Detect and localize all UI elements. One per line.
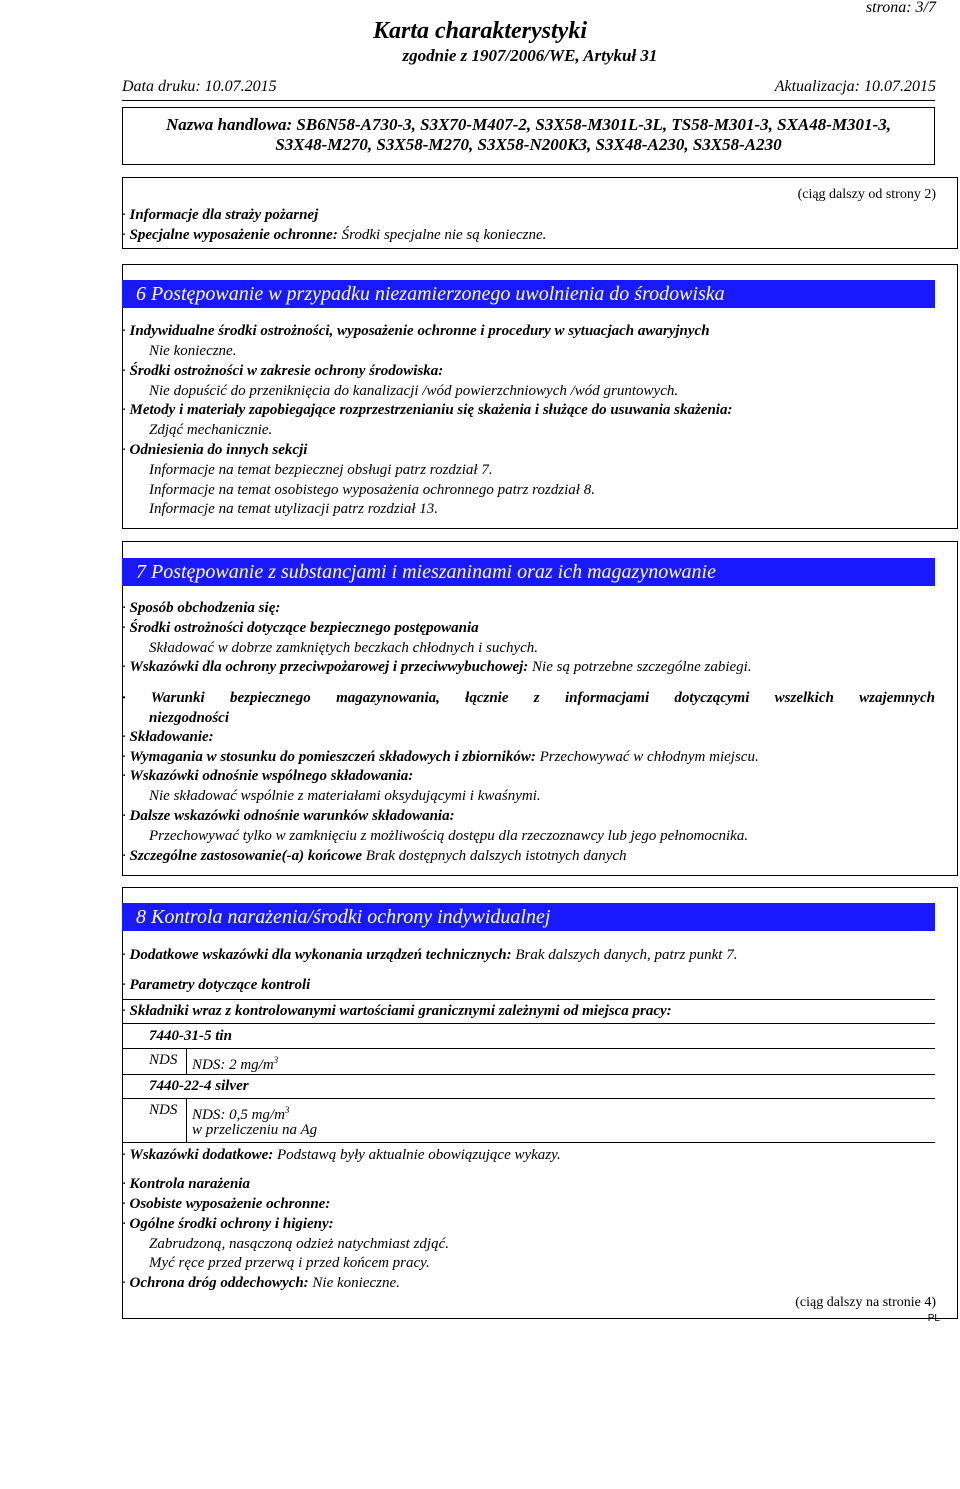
- sec7-line-11: Przechowywać tylko w zamknięciu z możliwością dostępu dla rzeczoznawcy lub jego pełnomocnika.: [149, 828, 749, 844]
- sec7-line-5: · Warunki bezpiecznego magazynowania, łącznie z informacjami dotyczącymi wszelkich wzajemnych: [122, 690, 935, 706]
- trade-name-line-1: Nazwa handlowa: SB6N58-A730-3, S3X70-M407-2, S3X58-M301L-3L, TS58-M301-3, SXA48-M301-3,: [166, 115, 891, 134]
- section-8-title: 8 Kontrola narażenia/środki ochrony indywidualnej: [122, 903, 935, 931]
- sec6-line-4: Nie dopuścić do przeniknięcia do kanalizacji /wód powierzchniowych /wód gruntowych.: [149, 383, 679, 399]
- substance-2-name: 7440-22-4 silver: [149, 1078, 249, 1094]
- substance-1-type: NDS: [149, 1052, 178, 1068]
- sec7-line-2: · Środki ostrożności dotyczące bezpiecznego postępowania: [122, 620, 479, 636]
- sec8-line-2: · Parametry dotyczące kontroli: [122, 977, 311, 993]
- limits-rule-4: [122, 1074, 935, 1075]
- substance-2-type: NDS: [149, 1102, 178, 1118]
- language-code: PL: [927, 1313, 940, 1324]
- substance-2-value: NDS: 0,5 $mg/m^3$: [192, 1105, 290, 1123]
- document-subtitle: zgodnie z 1907/2006/WE, Artykuł 31: [402, 46, 658, 65]
- sec7-line-6: · Składowanie:: [122, 729, 214, 745]
- sec7-line-4: · Wskazówki dla ochrony przeciwpożarowej i przeciwwybuchowej: Nie są potrzebne szczególne zabiegi.: [122, 659, 752, 675]
- sec8-line-9: Myć ręce przed przerwą i przed końcem pracy.: [149, 1255, 430, 1271]
- substance-1-name: 7440-31-5 tin: [149, 1028, 232, 1044]
- sec8-line-1: · Dodatkowe wskazówki dla wykonania urządzeń technicznych: Brak dalszych danych, patrz punkt 7.: [122, 947, 738, 963]
- section-7-title: 7 Postępowanie z substancjami i mieszaninami oraz ich magazynowanie: [122, 558, 935, 586]
- header-rule: [122, 100, 935, 101]
- page-number: strona: 3/7: [865, 0, 936, 16]
- protective-equipment: · Specjalne wyposażenie ochronne: Środki specjalne nie są konieczne.: [122, 227, 547, 243]
- sec7-line-8: · Wskazówki odnośnie wspólnego składowania:: [122, 768, 414, 784]
- sec6-line-3: · Środki ostrożności w zakresie ochrony środowiska:: [122, 363, 444, 379]
- limits-col-divider-1: [186, 1048, 187, 1074]
- sec6-line-7: · Odniesienia do innych sekcji: [122, 442, 308, 458]
- sec6-line-1: · Indywidualne środki ostrożności, wyposażenie ochronne i procedury w sytuacjach awaryjnych: [122, 323, 710, 339]
- update-date: Aktualizacja: 10.07.2015: [774, 78, 936, 95]
- sec6-line-10: Informacje na temat utylizacji patrz rozdział 13.: [149, 501, 439, 517]
- fire-info: · Informacje dla straży pożarnej: [122, 207, 319, 223]
- sec7-line-10: · Dalsze wskazówki odnośnie warunków składowania:: [122, 808, 455, 824]
- sec7-line-5b: niezgodności: [149, 710, 230, 726]
- sec7-line-3: Składować w dobrze zamkniętych beczkach chłodnych i suchych.: [149, 640, 539, 656]
- print-date: Data druku: 10.07.2015: [122, 78, 277, 95]
- sec7-line-12: · Szczególne zastosowanie(-a) końcowe Brak dostępnych dalszych istotnych danych: [122, 848, 627, 864]
- trade-name-line-2: S3X48-M270, S3X58-M270, S3X58-N200K3, S3X48-A230, S3X58-A230: [275, 135, 782, 154]
- sec8-line-7: · Ogólne środki ochrony i higieny:: [122, 1216, 334, 1232]
- continued-to: (ciąg dalszy na stronie 4): [795, 1295, 936, 1310]
- sec8-line-3: · Składniki wraz z kontrolowanymi wartościami granicznymi zależnymi od miejsca pracy:: [122, 1003, 672, 1019]
- continued-from: (ciąg dalszy od strony 2): [797, 187, 936, 202]
- sec6-line-2: Nie konieczne.: [149, 343, 237, 359]
- sec6-line-5: · Metody i materiały zapobiegające rozprzestrzenianiu się skażenia i służące do usuwania skażenia:: [122, 402, 733, 418]
- sec7-line-1: · Sposób obchodzenia się:: [122, 600, 281, 616]
- substance-1-value: NDS: 2 $mg/m^3$: [192, 1055, 279, 1073]
- sec8-line-10: · Ochrona dróg oddechowych: Nie konieczne.: [122, 1275, 400, 1291]
- limits-rule-5: [122, 1098, 935, 1099]
- limits-rule-2: [122, 1023, 935, 1024]
- sec8-line-5: · Kontrola narażenia: [122, 1176, 250, 1192]
- sec8-line-4: · Wskazówki dodatkowe: Podstawą były aktualnie obowiązujące wykazy.: [122, 1147, 561, 1163]
- sec8-line-8: Zabrudzoną, nasączoną odzież natychmiast zdjąć.: [149, 1236, 449, 1252]
- sec6-line-8: Informacje na temat bezpiecznej obsługi patrz rozdział 7.: [149, 462, 493, 478]
- document-title: Karta charakterystyki: [373, 18, 587, 44]
- limits-rule-bottom: [122, 1142, 935, 1143]
- section-6-title: 6 Postępowanie w przypadku niezamierzonego uwolnienia do środowiska: [122, 280, 935, 308]
- sec6-line-6: Zdjąć mechanicznie.: [149, 422, 273, 438]
- sec7-line-9: Nie składować wspólnie z materiałami oksydującymi i kwaśnymi.: [149, 788, 541, 804]
- limits-col-divider-2: [186, 1098, 187, 1142]
- sec6-line-9: Informacje na temat osobistego wyposażenia ochronnego patrz rozdział 8.: [149, 482, 595, 498]
- limits-rule-3: [122, 1048, 935, 1049]
- limits-rule-top: [122, 999, 935, 1000]
- sec8-line-6: · Osobiste wyposażenie ochronne:: [122, 1196, 331, 1212]
- substance-2-note: w przeliczeniu na Ag: [192, 1122, 318, 1138]
- sec7-line-7: · Wymagania w stosunku do pomieszczeń składowych i zbiorników: Przechowywać w chłodnym miejscu.: [122, 749, 759, 765]
